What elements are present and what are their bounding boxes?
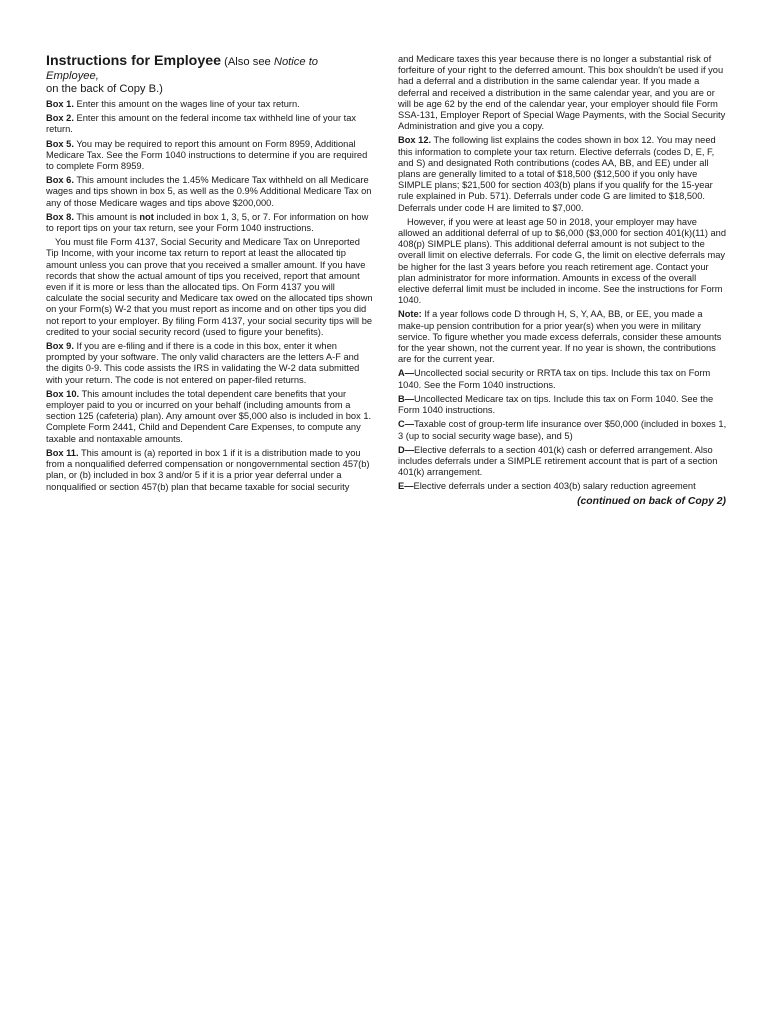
heading-open: (Also see xyxy=(221,56,274,68)
instructions-heading xyxy=(46,54,373,96)
box8-text-continued: included in box 1, 3, 5, or 7. For information on how to report tips on your tax return, see your Form 1040 instructions. xyxy=(46,211,369,234)
code-d-item xyxy=(398,445,728,479)
box1-paragraph xyxy=(46,99,373,110)
box6-text: This amount includes the 1.45% Medicare Tax withheld on all Medicare wages and tips shown in box 5, as well as the 0.9% Additional Medicare Tax on any of those Medicare wages and tips above $200,000. xyxy=(46,175,372,208)
code-c-item xyxy=(398,419,728,441)
box6-paragraph xyxy=(46,175,373,209)
age50-text: However, if you were at least age 50 in 2018, your employer may have allowed an additional deferral of up to $6,000 ($3,000 for section 401(k)(11) and 408(p) SIMPLE plans). This additional deferral amount is not subject to the overall limit on elective deferrals. For code G, the limit on elective deferrals may be higher for the last 3 years before you reach retirement age. Contact your plan administrator for more information. Amounts in excess of the overall elective deferral limit must be included in income. See the instructions for Form 1040. xyxy=(398,216,727,306)
box5-label: Box 5. xyxy=(46,138,74,149)
heading-reference: Notice to Employee, xyxy=(46,56,319,82)
box12-paragraph xyxy=(398,135,728,213)
code-e-label: E— xyxy=(398,481,414,492)
box9-text: If you are e-filing and if there is a code in this box, enter it when prompted by your software. The only valid characters are the letters A-F and the digits 0-9. This code assists the IRS in validating the W-2 data submitted with your return. The code is not entered on paper-filed returns. xyxy=(46,341,360,385)
code-a-item xyxy=(398,368,728,390)
box5-text: You may be required to report this amount on Form 8959, Additional Medicare Tax. See the Form 1040 instructions to determine if you are required to complete Form 8959. xyxy=(46,138,368,172)
box8-label: Box 8. xyxy=(46,211,74,222)
code-d-label: D— xyxy=(398,444,415,455)
age50-paragraph xyxy=(398,217,728,307)
box11-label: Box 11. xyxy=(46,447,79,458)
form4137-paragraph xyxy=(46,237,373,338)
code-b-label: B— xyxy=(398,393,415,404)
box11-text: This amount is (a) reported in box 1 if it is a distribution made to you from a nonqualified deferred compensation or nongovernmental section 457(b) plan, or (b) included in box 3 and/or 5 if it is a prior year deferral under a nonqualified or section 457(b) plan that became taxable for social security xyxy=(46,447,370,492)
code-e-text: Elective deferrals under a section 403(b) salary reduction agreement xyxy=(413,481,696,492)
code-d-text: Elective deferrals to a section 401(k) cash or deferred arrangement. Also includes deferrals under a SIMPLE retirement account that is part of a section 401(k) arrangement. xyxy=(398,444,718,478)
continued-note: (continued on back of Copy 2) xyxy=(577,495,726,507)
box10-label: Box 10. xyxy=(46,388,80,399)
note-label: Note: xyxy=(398,309,422,320)
box6-label: Box 6. xyxy=(46,175,74,186)
heading-title: Instructions for Employee xyxy=(46,53,222,69)
box2-paragraph xyxy=(46,113,373,135)
box11-continuation-text: and Medicare taxes this year because there is no longer a substantial risk of forfeiture of your right to the deferred amount. This box shouldn't be used if you had a deferral and a distribution in the same calendar year. If you made a deferral and received a distribution in the same calendar year, and you are or will be age 62 by the end of the calendar year, your employer should file Form SSA-131, Employer Report of Special Wage Payments, with the Social Security Administration and give you a copy. xyxy=(398,54,726,132)
box9-paragraph xyxy=(46,341,373,386)
box1-text: Enter this amount on the wages line of your tax return. xyxy=(73,99,300,109)
note-paragraph xyxy=(398,309,728,365)
box9-label: Box 9. xyxy=(46,341,74,352)
code-c-text: Taxable cost of group-term life insurance over $50,000 (included in boxes 1, 3 (up to social security wage base), and 5) xyxy=(398,419,727,441)
box11-continuation-paragraph xyxy=(398,54,728,132)
heading-line2: on the back of Copy B.) xyxy=(46,83,163,95)
left-column xyxy=(46,54,373,496)
box5-paragraph xyxy=(46,139,373,173)
box1-label: Box 1. xyxy=(46,99,74,109)
box8-text: This amount is xyxy=(73,211,140,222)
code-c-label: C— xyxy=(398,419,415,430)
code-a-label: A— xyxy=(398,368,415,379)
code-e-item xyxy=(398,481,728,492)
right-column xyxy=(398,54,728,517)
code-a-text: Uncollected social security or RRTA tax on tips. Include this tax on Form 1040. See the Form 1040 instructions. xyxy=(398,368,711,390)
code-b-item xyxy=(398,394,728,416)
box10-text: This amount includes the total dependent care benefits that your employer paid to you or incurred on your behalf (including amounts from a section 125 (cafeteria) plan). Any amount over $5,000 also is included in box 1. Complete Form 2441, Child and Dependent Care Expenses, to compute any taxable and nontaxable amounts. xyxy=(46,388,372,444)
form4137-text: You must file Form 4137, Social Security and Medicare Tax on Unreported Tip Income, with your income tax return to report at least the allocated tip amount unless you can prove that you received a smaller amount. If you have records that show the actual amount of tips you received, report that amount even if it is more or less than the allocated tips. On Form 4137 you will calculate the social security and Medicare tax owed on the allocated tips shown on your Form(s) W-2 that you must report as income and on other tips you did not report to your employer. By filing Form 4137, your social security tips will be credited to your social security record (used to figure your benefits). xyxy=(46,237,373,337)
box2-text: Enter this amount on the federal income tax withheld line of your tax return. xyxy=(46,113,357,135)
code-b-text: Uncollected Medicare tax on tips. Include this tax on Form 1040. See the Form 1040 instructions. xyxy=(398,393,714,416)
note-text: If a year follows code D through H, S, Y, AA, BB, or EE, you made a make-up pension contribution for a prior year(s) when you were in military service. To figure whether you made excess deferrals, consider these amounts for the year shown, not the current year. If no year is shown, the contributions are for the current year. xyxy=(398,309,722,365)
box12-text: The following list explains the codes shown in box 12. You may need this information to complete your tax return. Elective deferrals (codes D, E, F, and S) and designated Roth contributions (codes AA, BB, and EE) under all plans are generally limited to a total of $18,500 ($12,500 if you only have SIMPLE plans; $21,500 for section 403(b) plans if you qualify for the 15-year rule explained in Pub. 571). Deferrals under code G are limited to $18,500. Deferrals under code H are limited to $7,000. xyxy=(398,135,716,213)
box10-paragraph xyxy=(46,389,373,445)
box2-label: Box 2. xyxy=(46,113,74,124)
box12-label: Box 12. xyxy=(398,135,432,146)
box8-paragraph xyxy=(46,212,373,234)
box8-not-emphasis: not xyxy=(139,211,154,222)
box11-paragraph xyxy=(46,448,373,493)
